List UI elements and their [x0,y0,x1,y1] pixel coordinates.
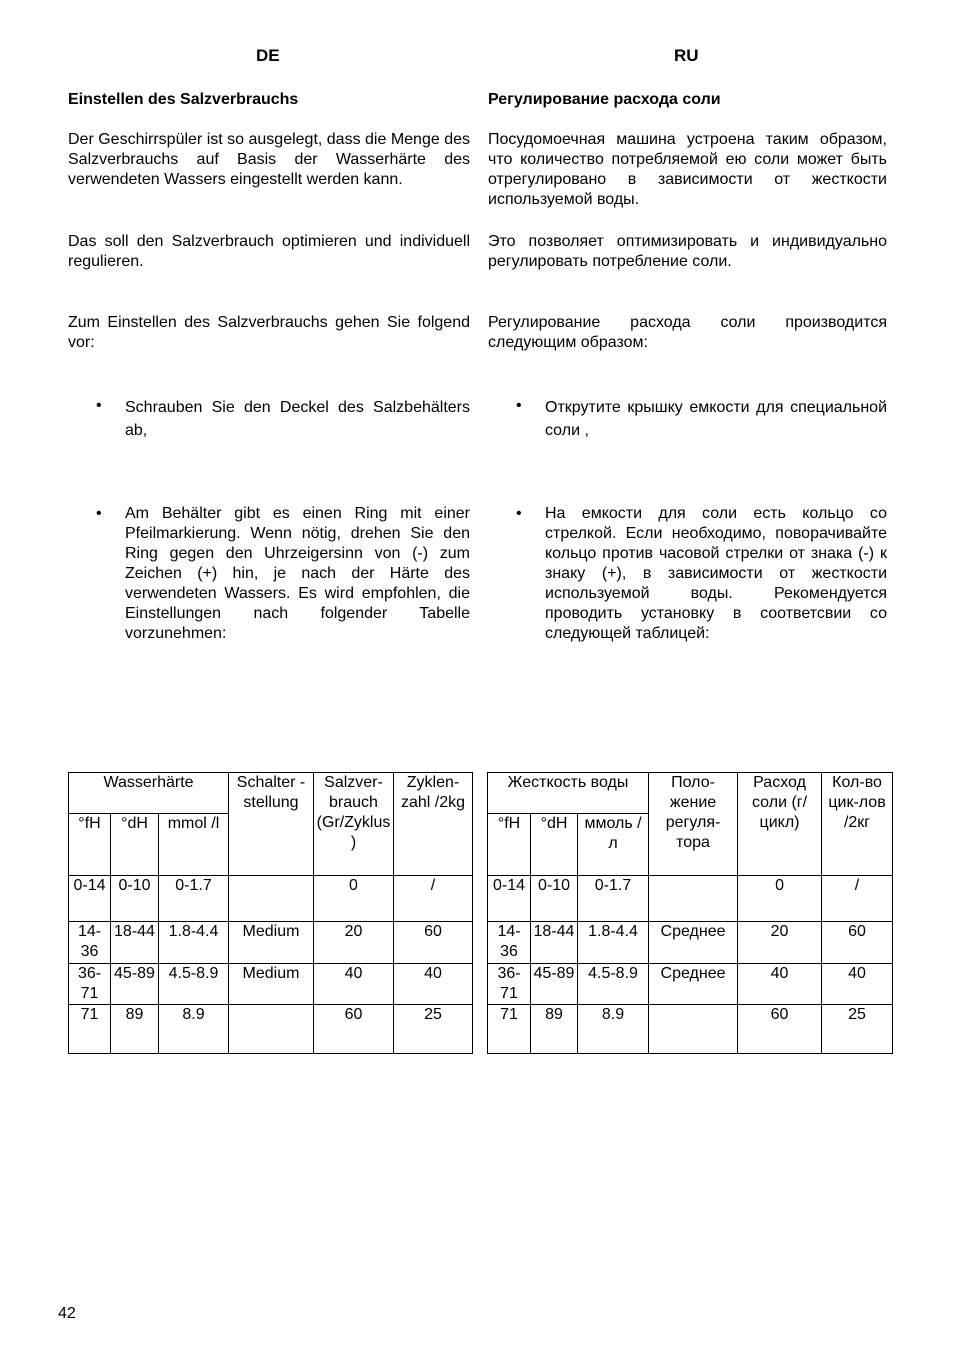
cell-position: Medium [229,964,314,1005]
cell-mmol: 1.8-4.4 [578,922,649,964]
bullet-de-2: Am Behälter gibt es einen Ring mit einer Pfeilmarkierung. Wenn nötig, drehen Sie den Ring gegen den Uhrzeigersinn von (-) zum Zeichen (+) hin, je nach der Härte des verwendeten Wassers. Es wird empfohlen, die Einstellungen nach folgender Tabelle vorzunehmen: [125,505,470,642]
table-ru-sub-fh: °fH [488,814,531,876]
cell-mmol: 4.5-8.9 [578,964,649,1005]
cell-consumption: 60 [314,1005,394,1054]
table-de-col-position: Schalter -stellung [229,773,314,876]
bullet-ru-2: На емкости для соли есть кольцо со стрелкой. Если необходимо, поворачивайте кольцо против часовой стрелки от знака (-) к знаку (+), в зависимости от жесткости используемой воды. Рекомендуется проводить установку в соответсвии со следующей таблицей: [545,505,887,642]
table-row [488,964,893,1005]
bullet-dot-ru-1: • [516,397,522,414]
table-ru-sub-mmol: ммоль /л [578,814,649,876]
table-row [488,922,893,964]
table-row [69,1005,473,1054]
paragraph-de-2: Das soll den Salzverbrauch optimieren und individuell regulieren. [68,233,470,270]
paragraph-ru-3: Регулирование расхода соли производится следующим образом: [488,314,887,351]
table-de-sub-mmol: mmol /l [159,814,229,876]
cell-fh: 36-71 [69,964,111,1005]
table-row [69,922,473,964]
cell-cycles: 25 [822,1005,893,1054]
table-de-sub-dh: °dH [111,814,159,876]
cell-cycles: 60 [394,922,473,964]
cell-dh: 0-10 [111,876,159,922]
table-de-col-consumption: Salzver-brauch (Gr/Zyklus) [314,773,394,876]
cell-dh: 18-44 [111,922,159,964]
table-row [488,876,893,922]
cell-fh: 71 [69,1005,111,1054]
heading-de: Einstellen des Salzverbrauchs [68,91,299,108]
cell-cycles: 40 [822,964,893,1005]
cell-mmol: 8.9 [578,1005,649,1054]
cell-dh: 45-89 [531,964,578,1005]
cell-fh: 71 [488,1005,531,1054]
table-de-sub-fh: °fH [69,814,111,876]
cell-position [229,1005,314,1054]
cell-position: Среднее [649,964,738,1005]
cell-consumption: 0 [314,876,394,922]
table-row [488,1005,893,1054]
cell-consumption: 60 [738,1005,822,1054]
paragraph-ru-2: Это позволяет оптимизировать и индивидуально регулировать потребление соли. [488,233,887,270]
bullet-ru-1: Открутите крышку емкости для специальной соли , [545,399,887,439]
cell-fh: 14-36 [69,922,111,964]
cell-cycles: 40 [394,964,473,1005]
cell-mmol: 0-1.7 [578,876,649,922]
cell-consumption: 40 [314,964,394,1005]
cell-consumption: 0 [738,876,822,922]
cell-mmol: 0-1.7 [159,876,229,922]
table-de-col-cycles: Zyklen-zahl /2kg [394,773,473,876]
cell-dh: 89 [531,1005,578,1054]
cell-consumption: 20 [738,922,822,964]
cell-mmol: 4.5-8.9 [159,964,229,1005]
cell-cycles: 60 [822,922,893,964]
heading-ru: Регулирование расхода соли [488,91,721,108]
cell-position [229,876,314,922]
cell-fh: 36-71 [488,964,531,1005]
cell-fh: 0-14 [69,876,111,922]
table-de-group-header: Wasserhärte [69,773,229,814]
cell-consumption: 40 [738,964,822,1005]
cell-mmol: 1.8-4.4 [159,922,229,964]
cell-position [649,876,738,922]
cell-cycles: / [394,876,473,922]
paragraph-ru-1: Посудомоечная машина устроена таким образом, что количество потребляемой ею соли может быть отрегулировано в зависимости от жесткости используемой воды. [488,131,887,208]
table-ru-col-position: Поло-жение регуля-тора [649,773,738,876]
cell-position: Medium [229,922,314,964]
page-number: 42 [58,1305,76,1322]
cell-mmol: 8.9 [159,1005,229,1054]
cell-position: Среднее [649,922,738,964]
cell-fh: 0-14 [488,876,531,922]
cell-fh: 14-36 [488,922,531,964]
bullet-dot-de-1: • [96,397,102,414]
lang-label-de: DE [256,46,280,65]
bullet-de-1: Schrauben Sie den Deckel des Salzbehälters ab, [125,399,470,439]
table-row [69,964,473,1005]
table-ru-col-cycles: Кол-во цик-лов /2кг [822,773,893,876]
paragraph-de-3: Zum Einstellen des Salzverbrauchs gehen Sie folgend vor: [68,314,470,351]
cell-consumption: 20 [314,922,394,964]
cell-dh: 89 [111,1005,159,1054]
cell-cycles: 25 [394,1005,473,1054]
bullet-dot-de-2: • [96,505,102,522]
hardness-table-ru [487,772,893,1054]
cell-dh: 0-10 [531,876,578,922]
lang-label-ru: RU [674,46,699,65]
cell-position [649,1005,738,1054]
cell-dh: 45-89 [111,964,159,1005]
table-ru-col-consumption: Расход соли (г/цикл) [738,773,822,876]
cell-cycles: / [822,876,893,922]
table-ru-group-header: Жесткость воды [488,773,649,814]
paragraph-de-1: Der Geschirrspüler ist so ausgelegt, dass die Menge des Salzverbrauchs auf Basis der Wasserhärte des verwendeten Wassers eingestellt werden kann. [68,131,470,188]
table-ru-sub-dh: °dH [531,814,578,876]
cell-dh: 18-44 [531,922,578,964]
bullet-dot-ru-2: • [516,505,522,522]
hardness-table-de [68,772,473,1054]
table-row [69,876,473,922]
